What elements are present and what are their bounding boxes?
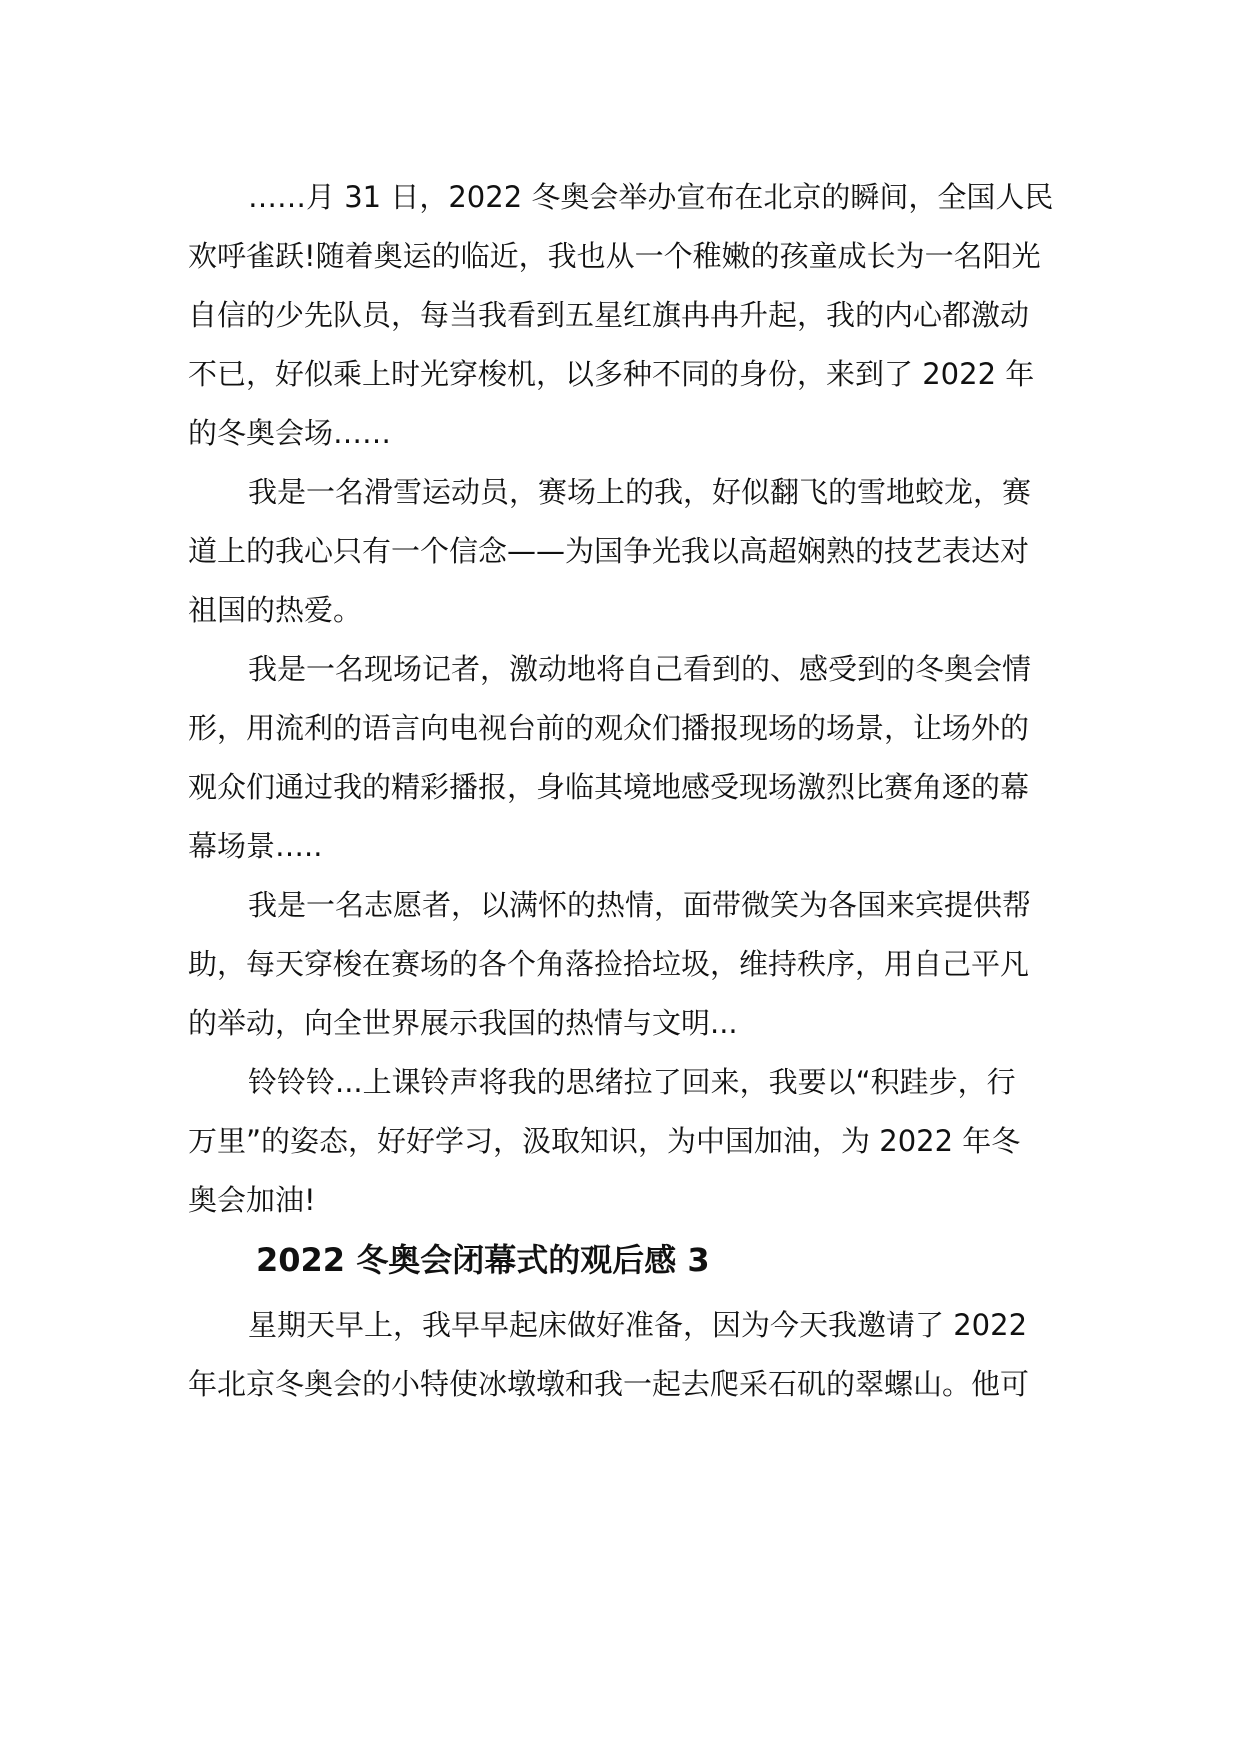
paragraph-3-line-2: 形，用流利的语言向电视台前的观众们播报现场的场景，让场外的 — [188, 711, 1030, 745]
paragraph-1-line-5: 的冬奥会场…… — [188, 416, 392, 450]
paragraph-5-line-2: 万里”的姿态，好好学习，汲取知识，为中国加油，为 2022 年冬 — [188, 1124, 1021, 1158]
paragraph-1-line-2: 欢呼雀跃!随着奥运的临近，我也从一个稚嫩的孩童成长为一名阳光 — [188, 239, 1041, 273]
paragraph-1-line-3: 自信的少先队员，每当我看到五星红旗冉冉升起，我的内心都激动 — [188, 298, 1030, 332]
paragraph-5-line-1: 铃铃铃...上课铃声将我的思绪拉了回来，我要以“积跬步，行 — [248, 1065, 1016, 1099]
paragraph-2-line-3: 祖国的热爱。 — [188, 593, 363, 627]
paragraph-2-line-1: 我是一名滑雪运动员，赛场上的我，好似翻飞的雪地蛟龙，赛 — [248, 475, 1032, 509]
paragraph-1-line-1: ……月 31 日，2022 冬奥会举办宣布在北京的瞬间，全国人民 — [248, 180, 1054, 214]
paragraph-2-line-2: 道上的我心只有一个信念——为国争光我以高超娴熟的技艺表达对 — [188, 534, 1030, 568]
section-heading: 2022 冬奥会闭幕式的观后感 3 — [256, 1241, 710, 1279]
paragraph-4-line-1: 我是一名志愿者，以满怀的热情，面带微笑为各国来宾提供帮 — [248, 888, 1032, 922]
paragraph-1-line-4: 不已，好似乘上时光穿梭机，以多种不同的身份，来到了 2022 年 — [188, 357, 1035, 391]
paragraph-3-line-3: 观众们通过我的精彩播报，身临其境地感受现场激烈比赛角逐的幕 — [188, 770, 1030, 804]
paragraph-4-line-3: 的举动，向全世界展示我国的热情与文明... — [188, 1006, 738, 1040]
paragraph-3-line-4: 幕场景….. — [188, 829, 323, 863]
paragraph-3-line-1: 我是一名现场记者，激动地将自己看到的、感受到的冬奥会情 — [248, 652, 1032, 686]
paragraph-6-line-2: 年北京冬奥会的小特使冰墩墩和我一起去爬采石矶的翠螺山。他可 — [188, 1367, 1030, 1401]
paragraph-4-line-2: 助，每天穿梭在赛场的各个角落捡拾垃圾，维持秩序，用自己平凡 — [188, 947, 1030, 981]
paragraph-5-line-3: 奥会加油! — [188, 1183, 316, 1217]
paragraph-6-line-1: 星期天早上，我早早起床做好准备，因为今天我邀请了 2022 — [248, 1308, 1028, 1342]
